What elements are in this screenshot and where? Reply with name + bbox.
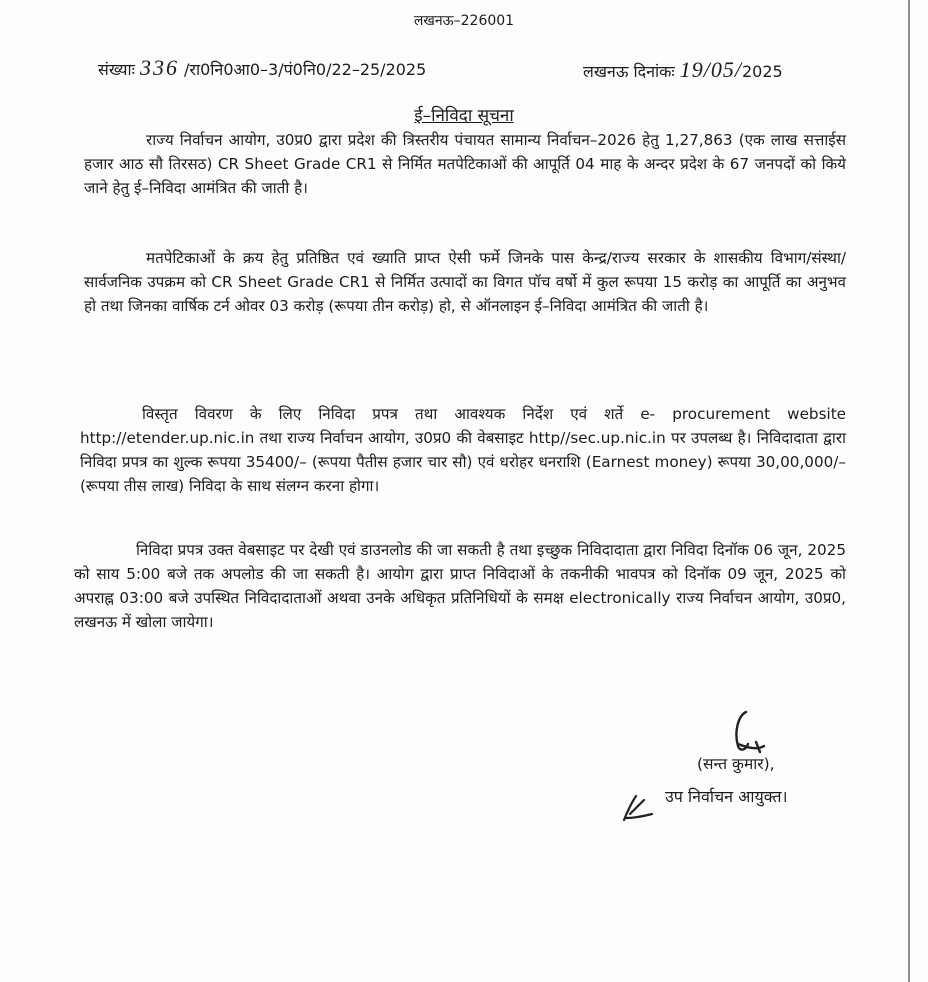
initials-mark [618, 790, 658, 826]
date-line [583, 57, 783, 83]
city-pincode: लखनऊ–226001 [413, 13, 515, 29]
date-label: लखनऊ दिनांकः [583, 62, 675, 81]
reference-suffix: /रा0नि0आ0–3/पं0नि0/22–25/2025 [184, 60, 427, 79]
paragraph-2: मतपेटिकाओं के क्रय हेतु प्रतिष्ठित एवं ख्याति प्राप्त ऐसी फर्मे जिनके पास केन्द्र/राज्य सरकार के शासकीय विभाग/संस्था/सार्वजनिक उपक्रम को CR Sheet Grade CR1 से निर्मित उत्पादों का विगत पॉच वर्षो में कुल रूपया 15 करोड़ का आपूर्ति का अनुभव हो तथा जिनका वार्षिक टर्न ओवर 03 करोड़ (रूपया तीन करोड़) हो, से ऑनलाइन ई–निविदा आमंत्रित की जाती है। [84, 249, 846, 315]
paragraph-1: राज्य निर्वाचन आयोग, उ0प्र0 द्वारा प्रदेश की त्रिस्तरीय पंचायत सामान्य निर्वाचन–2026 हेतु 1,27,863 (एक लाख सत्ताईस हजार आठ सौ तिरसठ) CR Sheet Grade CR1 से निर्मित मतपेटिकाओं की आपूर्ति 04 माह के अन्दर प्रदेश के 67 जनपदों को किये जाने हेतु ई–निविदा आमंत्रित की जाती है। [84, 131, 846, 197]
paragraph-4: निविदा प्रपत्र उक्त वेबसाइट पर देखी एवं डाउनलोड की जा सकती है तथा इच्छुक निविदादाता द्वारा निविदा दिनॉक 06 जून, 2025 को साय 5:00 बजे तक अपलोड की जा सकती है। आयोग द्वारा प्राप्त निविदाओं के तकनीकी भावपत्र को दिनॉक 09 जून, 2025 को अपराह्न 03:00 बजे उपस्थित निविदादाताओं अथवा उनके अधिकृत प्रतिनिधियों के समक्ष electronically राज्य निर्वाचन आयोग, उ0प्र0, लखनऊ में खोला जायेगा। [74, 541, 846, 631]
reference-number: 336 [139, 55, 179, 80]
date-year: 2025 [741, 62, 783, 81]
reference-number-line [98, 55, 426, 81]
reference-prefix: संख्याः [98, 60, 135, 79]
page-edge [908, 0, 910, 982]
notice-title-text: ई–निविदा सूचना [414, 106, 514, 126]
signature-mark [724, 706, 784, 758]
notice-title [0, 103, 928, 126]
signatory-designation: उप निर्वाचन आयुक्त। [665, 787, 788, 806]
paragraph-3: विस्तृत विवरण के लिए निविदा प्रपत्र तथा आवश्यक निर्देश एवं शर्ते e- procurement website http://etender.up.nic.in तथा राज्य निर्वाचन आयोग, उ0प्र0 की वेबसाइट http//sec.up.nic.in पर उपलब्ध है। निविदादाता द्वारा निविदा प्रपत्र का शुल्क रूपया 35400/– (रूपया पैतीस हजार चार सौ) एवं धरोहर धनराशि (Earnest money) रूपया 30,00,000/– (रूपया तीस लाख) निविदा के साथ संलग्न करना होगा। [80, 405, 846, 495]
date-handwritten: 19/05/ [679, 57, 742, 82]
signatory-name: (सन्त कुमार), [697, 755, 775, 773]
